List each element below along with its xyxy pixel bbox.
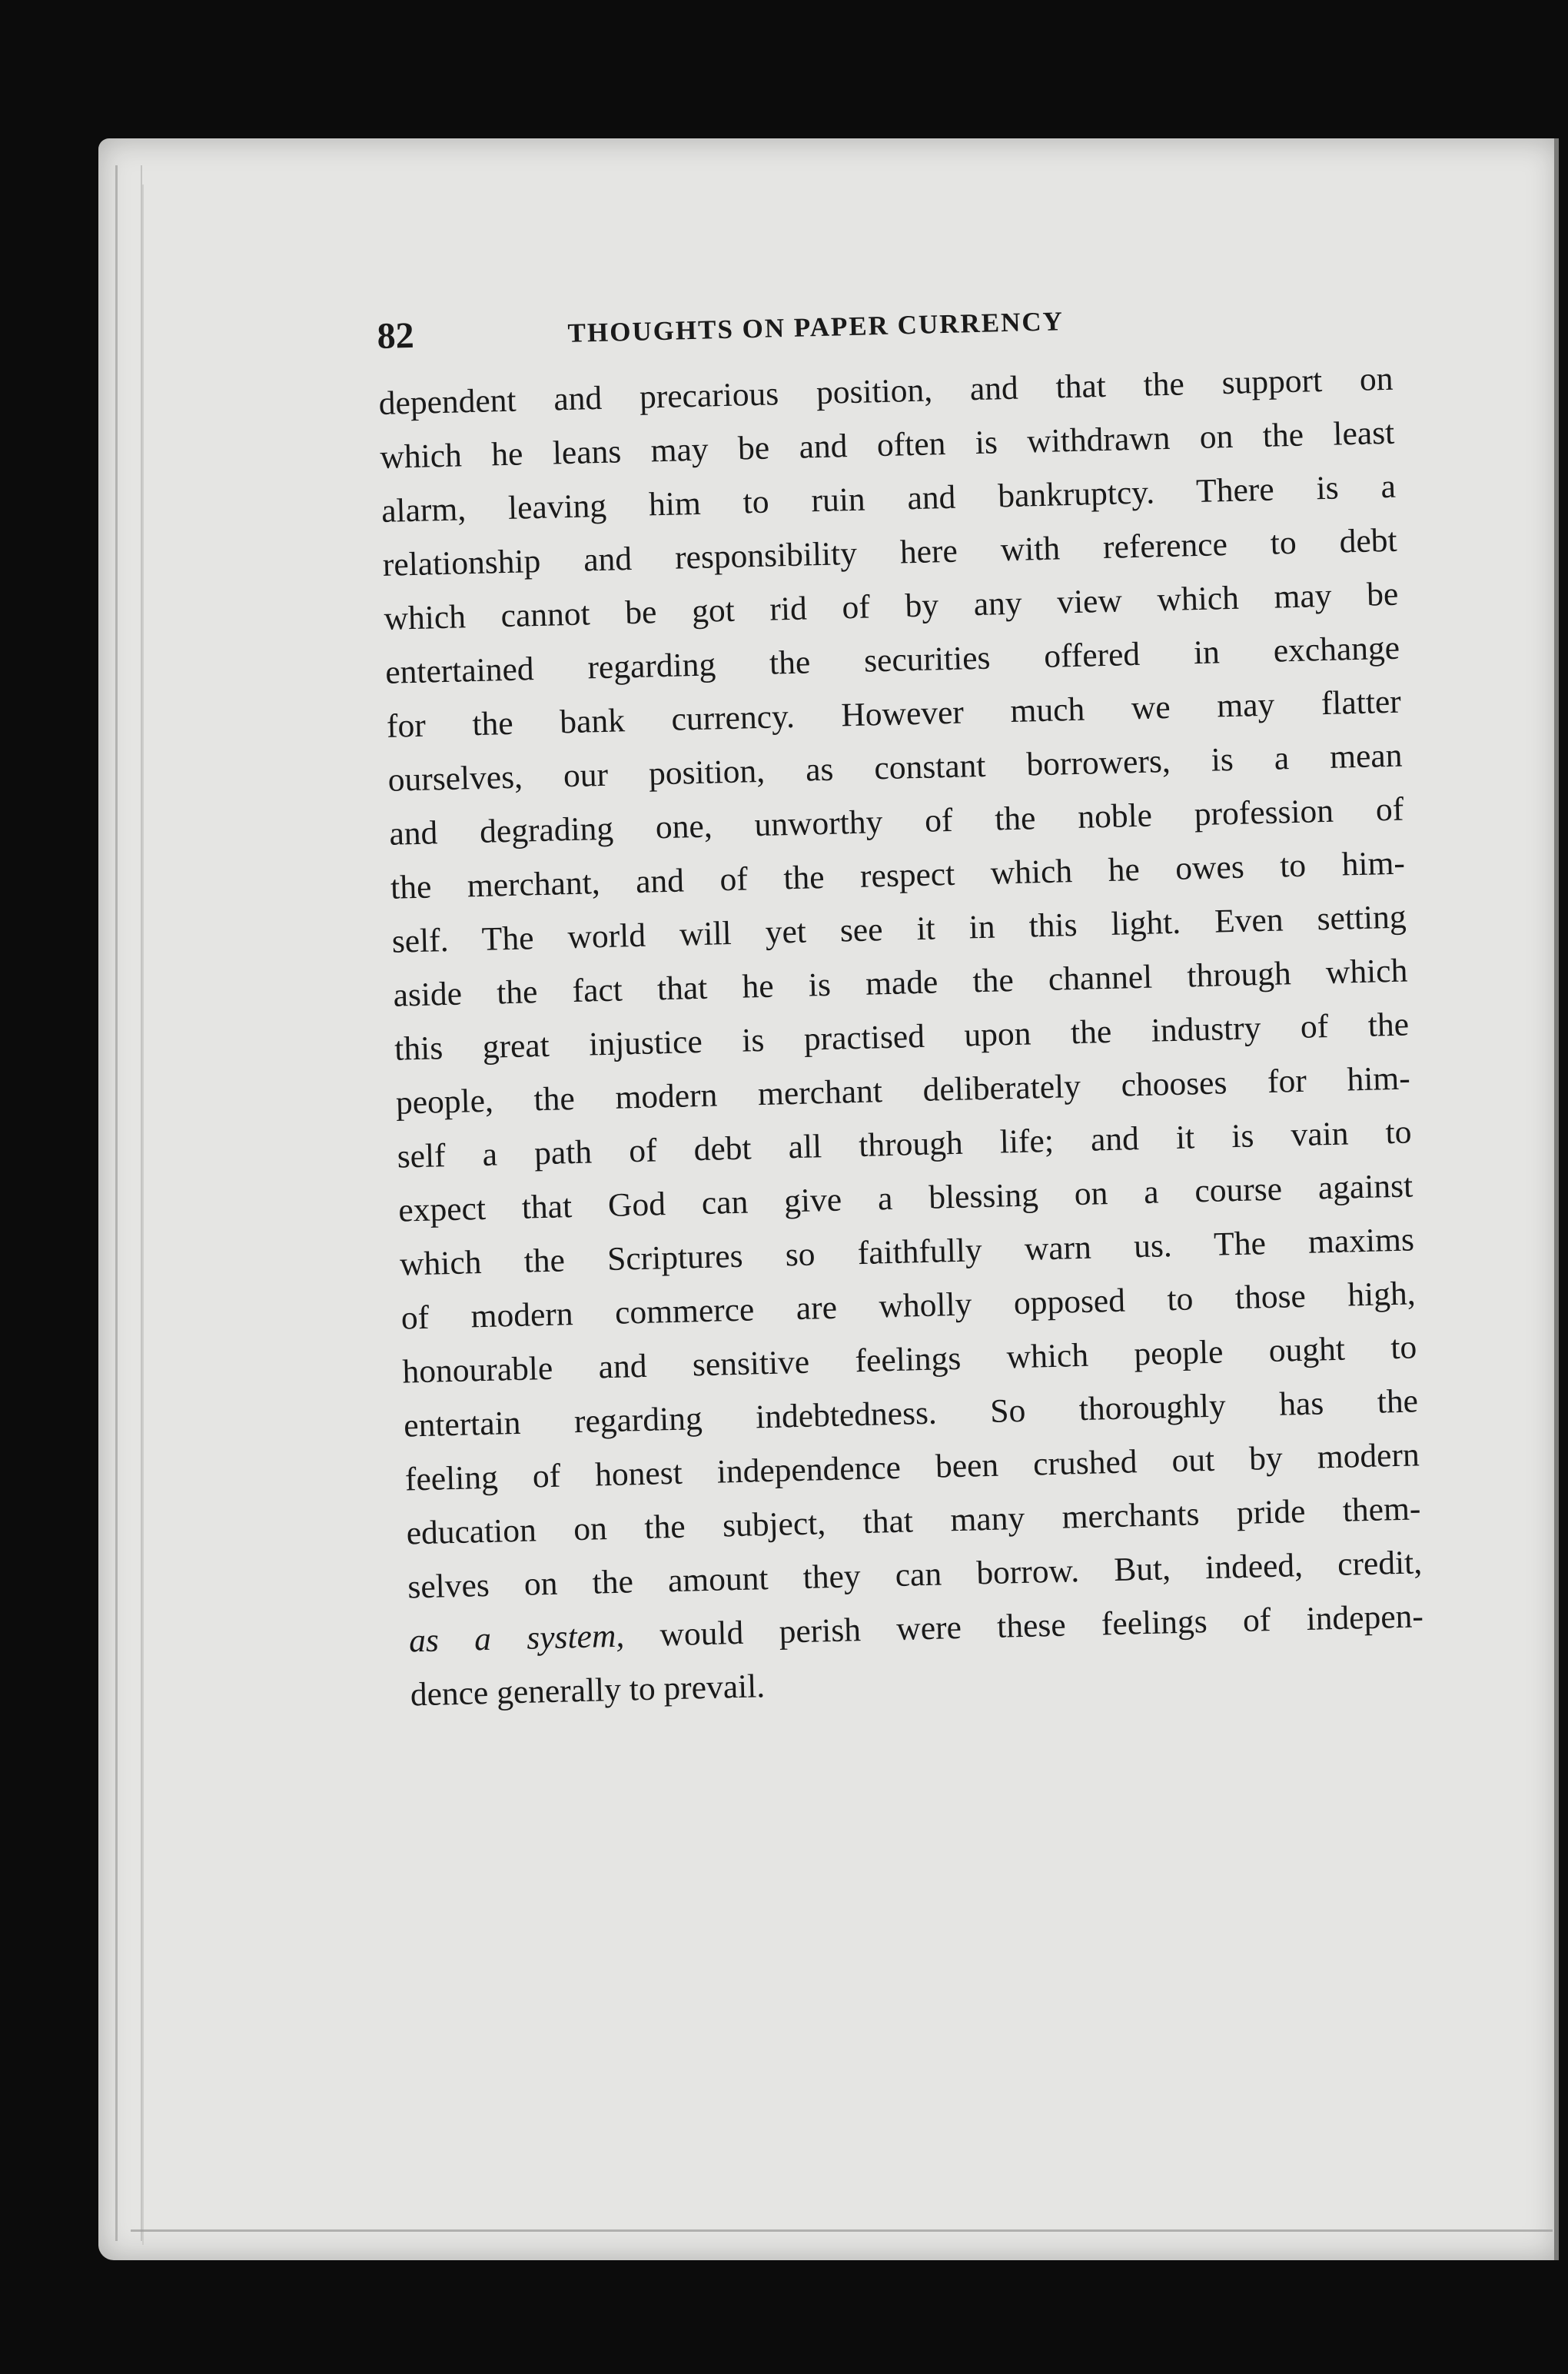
- text-line: the merchant, and of the respect which he owes to him-: [390, 844, 1406, 906]
- text-line: education on the subject, that many merchants pride them-: [406, 1490, 1421, 1552]
- body-paragraph: [378, 352, 1425, 1722]
- text-line: entertain regarding indebtedness. So thoroughly has the: [403, 1382, 1419, 1445]
- text-line: entertained regarding the securities offered in exchange: [384, 629, 1400, 691]
- page-number: 82: [377, 314, 415, 357]
- text-line: of modern commerce are wholly opposed to those high,: [400, 1275, 1417, 1337]
- text-line: which he leans may be and often is withdrawn on the least: [379, 414, 1395, 476]
- text-line: self. The world will yet see it in this light. Even setting: [391, 898, 1407, 960]
- page-edge-bottom: [131, 2229, 1553, 2263]
- text-fragment: would perish were these feelings of indepen-: [623, 1598, 1424, 1654]
- text-line: alarm, leaving him to ruin and bankruptcy. There is a: [380, 467, 1397, 530]
- text-line: dependent and precarious position, and that the support on: [378, 360, 1394, 422]
- text-line: feeling of honest independence been crushed out by modern: [404, 1436, 1420, 1498]
- text-line: selves on the amount they can borrow. But, indeed, credit,: [407, 1544, 1423, 1606]
- page-edge-inner: [142, 185, 190, 2245]
- text-line: which the Scriptures so faithfully warn us. The maxims: [399, 1221, 1415, 1283]
- text-line-final: dence generally to prevail.: [410, 1667, 766, 1714]
- page-edge-left: [115, 165, 142, 2241]
- page-content: [377, 291, 1425, 1722]
- text-line: self a path of debt all through life; and it is vain to: [397, 1113, 1412, 1175]
- page-edge-right: [1554, 138, 1559, 2260]
- text-line: and degrading one, unworthy of the noble profession of: [388, 790, 1404, 853]
- text-line: for the bank currency. However much we may flatter: [386, 683, 1402, 745]
- text-line: people, the modern merchant deliberately chooses for him-: [395, 1059, 1411, 1122]
- text-line: which cannot be got rid of by any view which may be: [384, 575, 1399, 637]
- text-line: relationship and responsibility here with reference to debt: [382, 521, 1398, 584]
- text-line: this great injustice is practised upon the industry of the: [394, 1006, 1410, 1068]
- text-line: expect that God can give a blessing on a course against: [397, 1167, 1414, 1229]
- text-line: aside the fact that he is made the channel through which: [393, 952, 1408, 1014]
- running-title: THOUGHTS ON PAPER CURRENCY: [567, 306, 1065, 348]
- italic-phrase: as a system,: [408, 1617, 625, 1660]
- text-line: honourable and sensitive feelings which people ought to: [402, 1328, 1417, 1391]
- text-line: ourselves, our position, as constant borrowers, is a mean: [387, 736, 1403, 799]
